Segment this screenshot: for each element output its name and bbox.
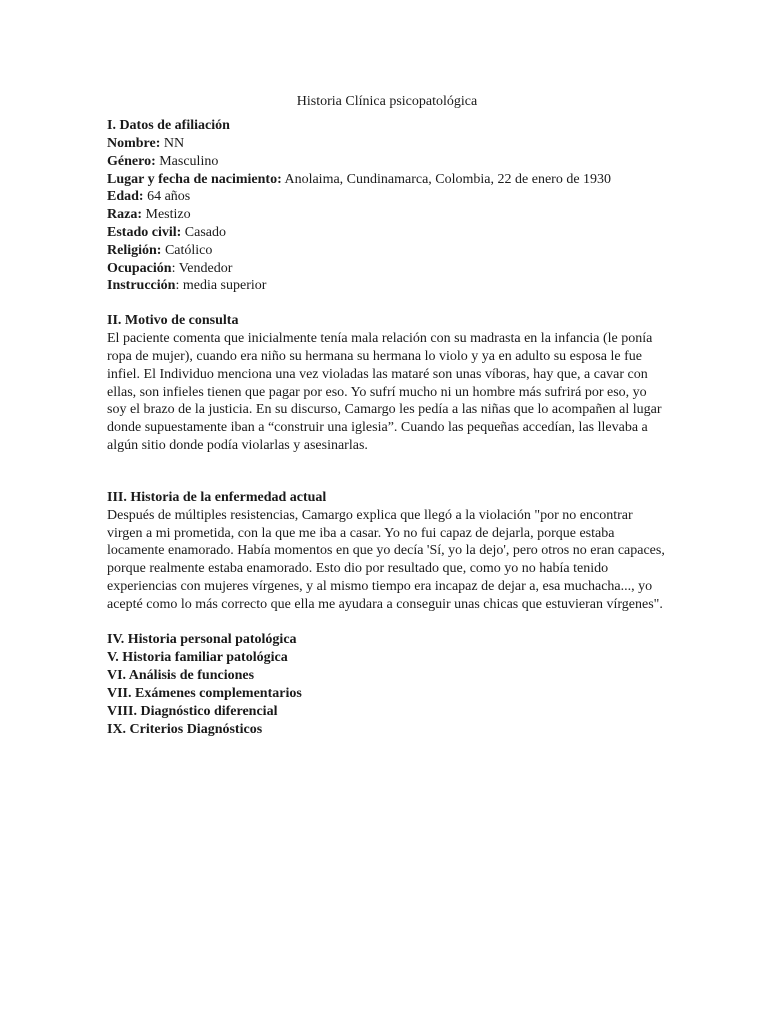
- field-value: Mestizo: [142, 207, 191, 223]
- field-label: Raza:: [107, 207, 142, 223]
- field-value: : Vendedor: [171, 260, 233, 276]
- field-raza: [107, 206, 667, 224]
- document-page: [107, 93, 667, 739]
- field-label: Lugar y fecha de nacimiento:: [107, 171, 282, 187]
- field-value: : media superior: [175, 278, 267, 294]
- field-value: Católico: [161, 242, 213, 258]
- field-edad: [107, 188, 667, 206]
- section-heading-historia-familiar: V. Historia familiar patológica: [107, 649, 288, 665]
- section-heading-diagnostico-diferencial: VIII. Diagnóstico diferencial: [107, 703, 278, 719]
- spacer: [107, 455, 667, 489]
- field-value: Anolaima, Cundinamarca, Colombia, 22 de enero de 1930: [281, 171, 612, 187]
- field-label: Género:: [107, 153, 156, 169]
- section-heading-historia-personal: IV. Historia personal patológica: [107, 631, 297, 647]
- field-label: Ocupación: [107, 260, 172, 276]
- field-value: Masculino: [155, 153, 219, 169]
- field-label: Instrucción: [107, 278, 176, 294]
- paragraph-motivo-consulta: El paciente comenta que inicialmente tenía mala relación con su madrasta en la infancia (le ponía ropa de mujer), cuando era niño su hermana su hermana lo violo y ya en adulto su esposa le fue infiel. El Individuo menciona una vez violadas las mataré son unas víboras, hay que, a cavar con ellas, son infieles tienen que pagar por eso. Yo sufrí mucho ni un hombre más sufrirá por eso, yo soy el brazo de la justicia. En su discurso, Camargo les pedía a las niñas que lo acompañen al lugar donde supuestamente iban a “construir una iglesia”. Cuando las pequeñas accedían, las llevaba a algún sitio donde podía violarlas y asesinarlas.: [107, 331, 662, 453]
- section-heading-analisis-funciones: VI. Análisis de funciones: [107, 667, 255, 683]
- field-religion: [107, 242, 667, 260]
- field-nombre: [107, 135, 667, 153]
- field-label: Edad:: [107, 189, 144, 205]
- section-heading-examenes: VII. Exámenes complementarios: [107, 685, 302, 701]
- paragraph-historia-enfermedad: Después de múltiples resistencias, Camargo explica que llegó a la violación "por no encontrar virgen a mi prometida, con la que me iba a casar. Yo no fui capaz de dejarla, porque estaba locamente enamorado. Había momentos en que yo decía 'Sí, yo la dejo', pero otros no eran capaces, porque realmente estaba enamorado. Esto dio por resultado que, como yo no había tenido experiencias con mujeres vírgenes, y al mismo tiempo era incapaz de dejar a, esa muchacha..., yo acepté como lo más correcto que ella me ayudara a conseguir unas chicas que estuvieran vírgenes".: [107, 507, 665, 612]
- document-title: Historia Clínica psicopatológica: [296, 94, 478, 109]
- section-heading-datos-afiliacion: I. Datos de afiliación: [107, 118, 230, 133]
- field-instruccion: [107, 277, 667, 295]
- spacer: [107, 614, 667, 631]
- field-genero: [107, 153, 667, 171]
- field-value: Casado: [181, 224, 226, 240]
- field-label: Estado civil:: [107, 224, 182, 240]
- section-heading-criterios-diagnosticos: IX. Criterios Diagnósticos: [107, 721, 263, 737]
- field-label: Nombre:: [107, 136, 161, 151]
- field-estado-civil: [107, 224, 667, 242]
- spacer: [107, 295, 667, 312]
- field-ocupacion: [107, 260, 667, 278]
- field-label: Religión:: [107, 242, 162, 258]
- field-value: NN: [160, 136, 185, 151]
- section-heading-historia-enfermedad: III. Historia de la enfermedad actual: [107, 489, 327, 505]
- section-heading-motivo-consulta: II. Motivo de consulta: [107, 313, 239, 329]
- field-value: 64 años: [143, 189, 191, 205]
- field-lugar-fecha-nacimiento: [107, 171, 667, 189]
